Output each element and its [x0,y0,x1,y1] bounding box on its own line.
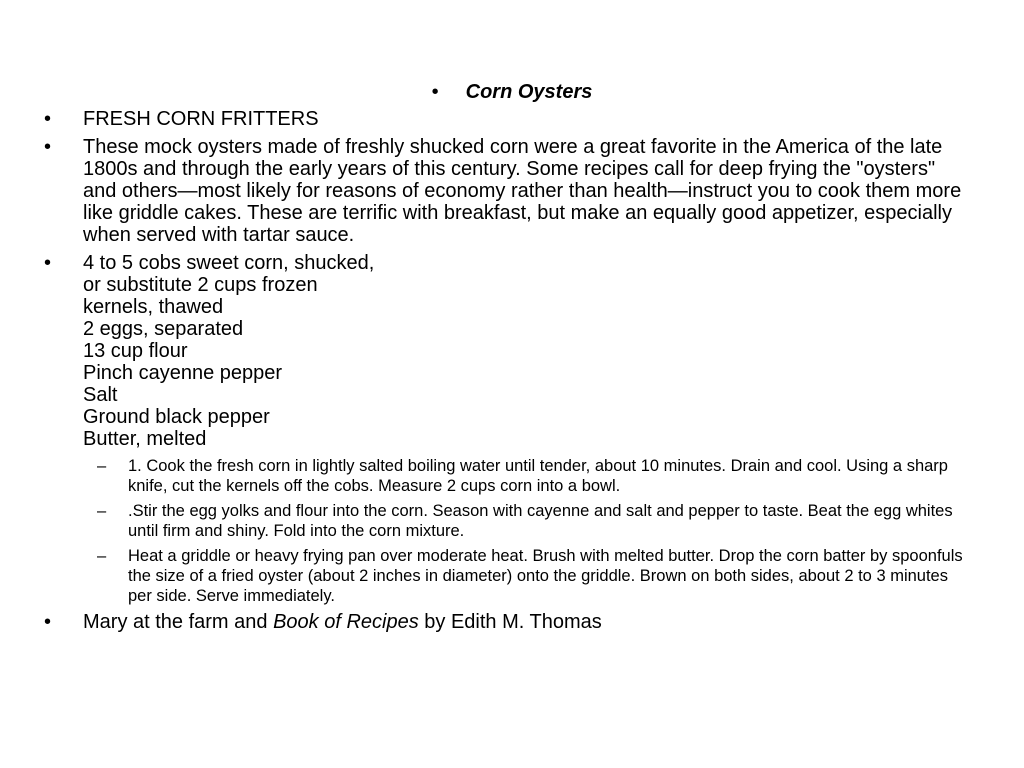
ingredient-line: or substitute 2 cups frozen [83,274,318,296]
bullet-credit [44,611,964,633]
steps-list [44,456,964,606]
ingredient-line: Salt [83,384,118,406]
ingredient-line: 2 eggs, separated [83,318,244,340]
ingredient-line: kernels, thawed [83,296,224,318]
bullet-marker: • [44,252,52,274]
step-item [44,501,964,541]
ingredient-line: 13 cup flour [83,340,188,362]
slide-title: Corn Oysters [465,81,593,103]
bullet-heading [44,108,964,130]
ingredient-line: 4 to 5 cobs sweet corn, shucked, [83,252,375,274]
ingredient-line: Ground black pepper [83,406,270,428]
step-text: 1. Cook the fresh corn in lightly salted boiling water until tender, about 10 minutes. Drain and cool. Using a sharp knife, cut the kernels off the cobs. Measure 2 cups corn into a bowl. [128,457,948,495]
ingredient-line: Pinch cayenne pepper [83,362,283,384]
dash-marker: – [97,547,107,565]
bullet-marker: • [44,136,52,158]
credit-prefix: Mary at the farm and [83,611,274,633]
bullet-marker: • [44,108,52,130]
dash-marker: – [97,502,107,520]
credit-suffix: by Edith M. Thomas [418,611,602,633]
slide-body [44,108,964,639]
recipe-intro: These mock oysters made of freshly shucked corn were a great favorite in the America of the late 1800s and through the early years of this century. Some recipes call for deep frying the "oysters" and others—most likely for reasons of economy rather than health—instruct you to cook them more like griddle cakes. These are terrific with breakfast, but make an equally good appetizer, especially when served with tartar sauce. [83,136,962,246]
step-item [44,546,964,606]
bullet-marker: • [44,611,52,633]
bullet-intro [44,136,964,246]
step-text: .Stir the egg yolks and flour into the corn. Season with cayenne and salt and pepper to taste. Beat the egg whites until firm and shiny. Fold into the corn mixture. [128,502,953,540]
slide-title-row [0,80,1024,104]
step-item [44,456,964,496]
title-bullet: • [431,81,439,103]
step-text: Heat a griddle or heavy frying pan over moderate heat. Brush with melted butter. Drop the corn batter by spoonfuls the size of a fried oyster (about 2 inches in diameter) onto the griddle. Brown on both sides, about 2 to 3 minutes per side. Serve immediately. [128,547,963,605]
bullet-ingredients [44,252,964,450]
credit-book-title: Book of Recipes [273,611,419,633]
dash-marker: – [97,457,107,475]
ingredient-line: Butter, melted [83,428,207,450]
recipe-heading: FRESH CORN FRITTERS [83,108,319,130]
